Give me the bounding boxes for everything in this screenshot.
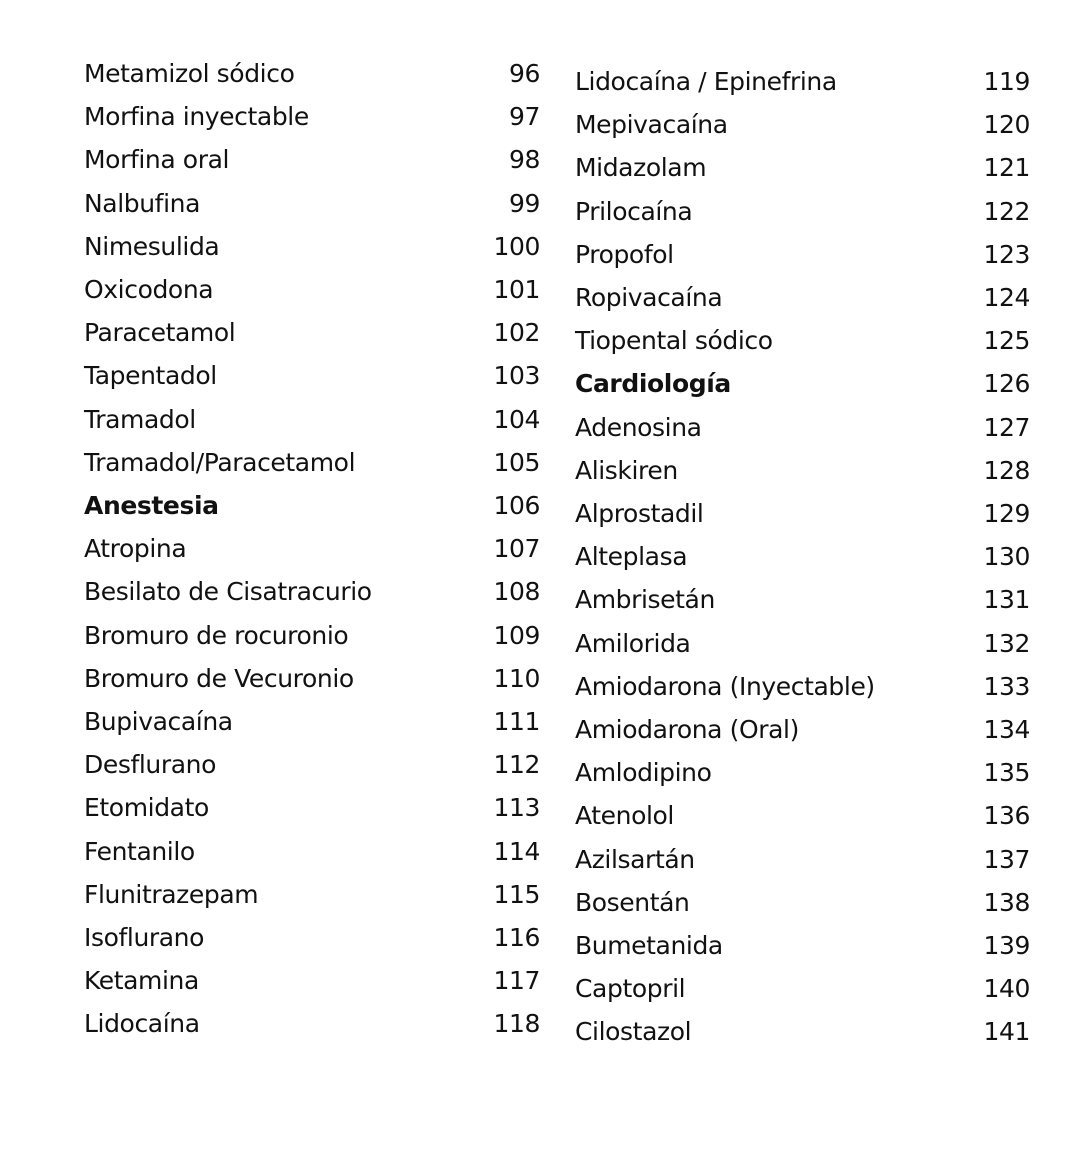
toc-entry-name: Adenosina (575, 412, 702, 442)
toc-entry-name: Oxicodona (84, 275, 214, 304)
toc-entry-page: 137 (983, 844, 1030, 874)
toc-entry-name: Cardiología (575, 369, 731, 399)
toc-entry (575, 278, 1030, 318)
toc-entry-page: 130 (983, 542, 1030, 572)
toc-entry-page: 111 (493, 707, 540, 736)
toc-entry-name: Ketamina (84, 966, 199, 996)
toc-entry-name: Azilsartán (575, 844, 695, 874)
toc-entry-name: Bumetanida (575, 931, 723, 960)
toc-entry (575, 840, 1030, 880)
toc-entry (575, 321, 1030, 361)
toc-entry-name: Amilorida (575, 628, 691, 658)
toc-entry-name: Tiopental sódico (575, 326, 773, 356)
toc-entry-name: Amiodarona (Oral) (575, 715, 799, 744)
toc-entry (84, 659, 540, 699)
toc-entry (575, 148, 1030, 188)
toc-entry-name: Bupivacaína (84, 707, 233, 736)
toc-entry-name: Lidocaína (84, 1009, 200, 1039)
toc-entry (84, 961, 540, 1001)
toc-entry (84, 270, 540, 310)
toc-entry-page: 118 (493, 1009, 540, 1039)
toc-entry-page: 102 (493, 318, 540, 348)
toc-entry (84, 356, 540, 396)
toc-entry-page: 141 (983, 1017, 1030, 1047)
toc-entry (575, 926, 1030, 966)
toc-entry (84, 184, 540, 224)
toc-entry (575, 796, 1030, 836)
toc-entry-name: Cilostazol (575, 1017, 692, 1047)
toc-entry-page: 122 (983, 196, 1030, 226)
toc-entry (575, 624, 1030, 664)
toc-entry-name: Mepivacaína (575, 110, 728, 140)
toc-entry-name: Bromuro de rocuronio (84, 620, 349, 650)
toc-entry (84, 1004, 540, 1044)
toc-entry-page: 119 (983, 67, 1030, 96)
toc-entry-name: Propofol (575, 239, 674, 269)
toc-section-heading (575, 364, 1030, 404)
toc-entry (575, 62, 1030, 102)
toc-entry-page: 96 (508, 59, 540, 88)
toc-entry-page: 136 (983, 801, 1030, 831)
toc-entry-name: Ambrisetán (575, 585, 715, 615)
toc-entry-page: 139 (983, 931, 1030, 960)
toc-entry-name: Atropina (84, 534, 187, 564)
toc-entry-page: 99 (508, 188, 540, 218)
toc-entry (575, 235, 1030, 275)
toc-entry (84, 140, 540, 180)
toc-entry (575, 1012, 1030, 1052)
toc-entry-page: 107 (493, 534, 540, 564)
toc-entry-name: Amlodipino (575, 758, 712, 788)
toc-entry (84, 227, 540, 267)
toc-entry-page: 131 (983, 585, 1030, 615)
toc-entry (575, 883, 1030, 923)
toc-entry-page: 101 (493, 275, 540, 304)
toc-entry (84, 400, 540, 440)
toc-entry-name: Desflurano (84, 750, 216, 780)
toc-entry-name: Nalbufina (84, 188, 200, 218)
toc-entry-page: 104 (493, 404, 540, 434)
toc-entry-name: Isoflurano (84, 923, 205, 952)
toc-entry-page: 106 (493, 491, 540, 520)
toc-entry (575, 969, 1030, 1009)
toc-entry-name: Prilocaína (575, 196, 693, 226)
toc-entry-page: 123 (983, 239, 1030, 269)
toc-entry-name: Aliskiren (575, 455, 678, 485)
toc-entry-page: 120 (983, 110, 1030, 140)
toc-entry-name: Besilato de Cisatracurio (84, 577, 372, 607)
toc-entry-name: Flunitrazepam (84, 879, 259, 909)
toc-entry (84, 54, 540, 94)
toc-entry-page: 126 (983, 369, 1030, 399)
toc-entry (575, 408, 1030, 448)
toc-entry (575, 105, 1030, 145)
toc-entry-page: 138 (983, 887, 1030, 917)
toc-entry (575, 710, 1030, 750)
toc-entry-name: Etomidato (84, 793, 209, 823)
toc-entry (575, 753, 1030, 793)
toc-entry-page: 108 (493, 577, 540, 607)
toc-entry (575, 494, 1030, 534)
toc-entry-page: 127 (983, 412, 1030, 442)
toc-entry-name: Anestesia (84, 491, 219, 520)
toc-entry-page: 140 (983, 974, 1030, 1004)
toc-entry-page: 124 (983, 283, 1030, 312)
toc-entry-page: 109 (493, 620, 540, 650)
toc-entry-name: Captopril (575, 974, 686, 1004)
toc-entry (84, 443, 540, 483)
toc-entry (575, 667, 1030, 707)
toc-entry-page: 113 (493, 793, 540, 823)
toc-entry (84, 313, 540, 353)
toc-entry-name: Amiodarona (Inyectable) (575, 671, 875, 701)
toc-entry-page: 125 (983, 326, 1030, 356)
toc-entry (575, 192, 1030, 232)
toc-entry (84, 616, 540, 656)
toc-entry-page: 105 (493, 447, 540, 477)
toc-entry-page: 128 (983, 455, 1030, 485)
toc-entry-name: Midazolam (575, 153, 707, 183)
toc-entry-page: 98 (508, 145, 540, 175)
toc-entry-name: Paracetamol (84, 318, 236, 348)
toc-entry (575, 580, 1030, 620)
toc-entry (575, 451, 1030, 491)
toc-entry (84, 529, 540, 569)
toc-entry-page: 114 (493, 836, 540, 866)
toc-entry-page: 135 (983, 758, 1030, 788)
toc-entry-page: 115 (493, 879, 540, 909)
toc-entry-name: Atenolol (575, 801, 674, 831)
toc-entry-name: Ropivacaína (575, 283, 723, 312)
toc-entry (84, 702, 540, 742)
toc-entry-name: Bosentán (575, 887, 690, 917)
toc-entry-name: Fentanilo (84, 836, 195, 866)
toc-entry-page: 116 (493, 923, 540, 952)
toc-entry-name: Tapentadol (84, 361, 217, 391)
toc-entry-page: 129 (983, 499, 1030, 528)
toc-entry-name: Alteplasa (575, 542, 688, 572)
toc-entry (84, 745, 540, 785)
toc-entry (84, 572, 540, 612)
toc-entry-page: 112 (493, 750, 540, 780)
toc-entry-name: Lidocaína / Epinefrina (575, 67, 837, 96)
toc-entry-page: 97 (508, 102, 540, 132)
toc-entry (575, 537, 1030, 577)
toc-entry (84, 97, 540, 137)
toc-entry-page: 110 (493, 663, 540, 693)
toc-entry-name: Morfina inyectable (84, 102, 309, 132)
toc-entry (84, 832, 540, 872)
toc-entry-page: 132 (983, 628, 1030, 658)
toc-entry-name: Bromuro de Vecuronio (84, 663, 354, 693)
toc-entry-page: 133 (983, 671, 1030, 701)
toc-entry (84, 875, 540, 915)
toc-section-heading (84, 486, 540, 526)
toc-entry-name: Nimesulida (84, 231, 220, 261)
toc-entry-page: 100 (493, 231, 540, 261)
toc-entry-name: Metamizol sódico (84, 59, 295, 88)
toc-entry-page: 121 (983, 153, 1030, 183)
toc-entry (84, 918, 540, 958)
toc-entry-page: 103 (493, 361, 540, 391)
toc-entry (84, 788, 540, 828)
toc-entry-name: Morfina oral (84, 145, 230, 175)
toc-entry-name: Alprostadil (575, 499, 704, 528)
toc-entry-name: Tramadol (84, 404, 196, 434)
toc-entry-name: Tramadol/Paracetamol (84, 447, 356, 477)
toc-entry-page: 117 (493, 966, 540, 996)
toc-entry-page: 134 (983, 715, 1030, 744)
